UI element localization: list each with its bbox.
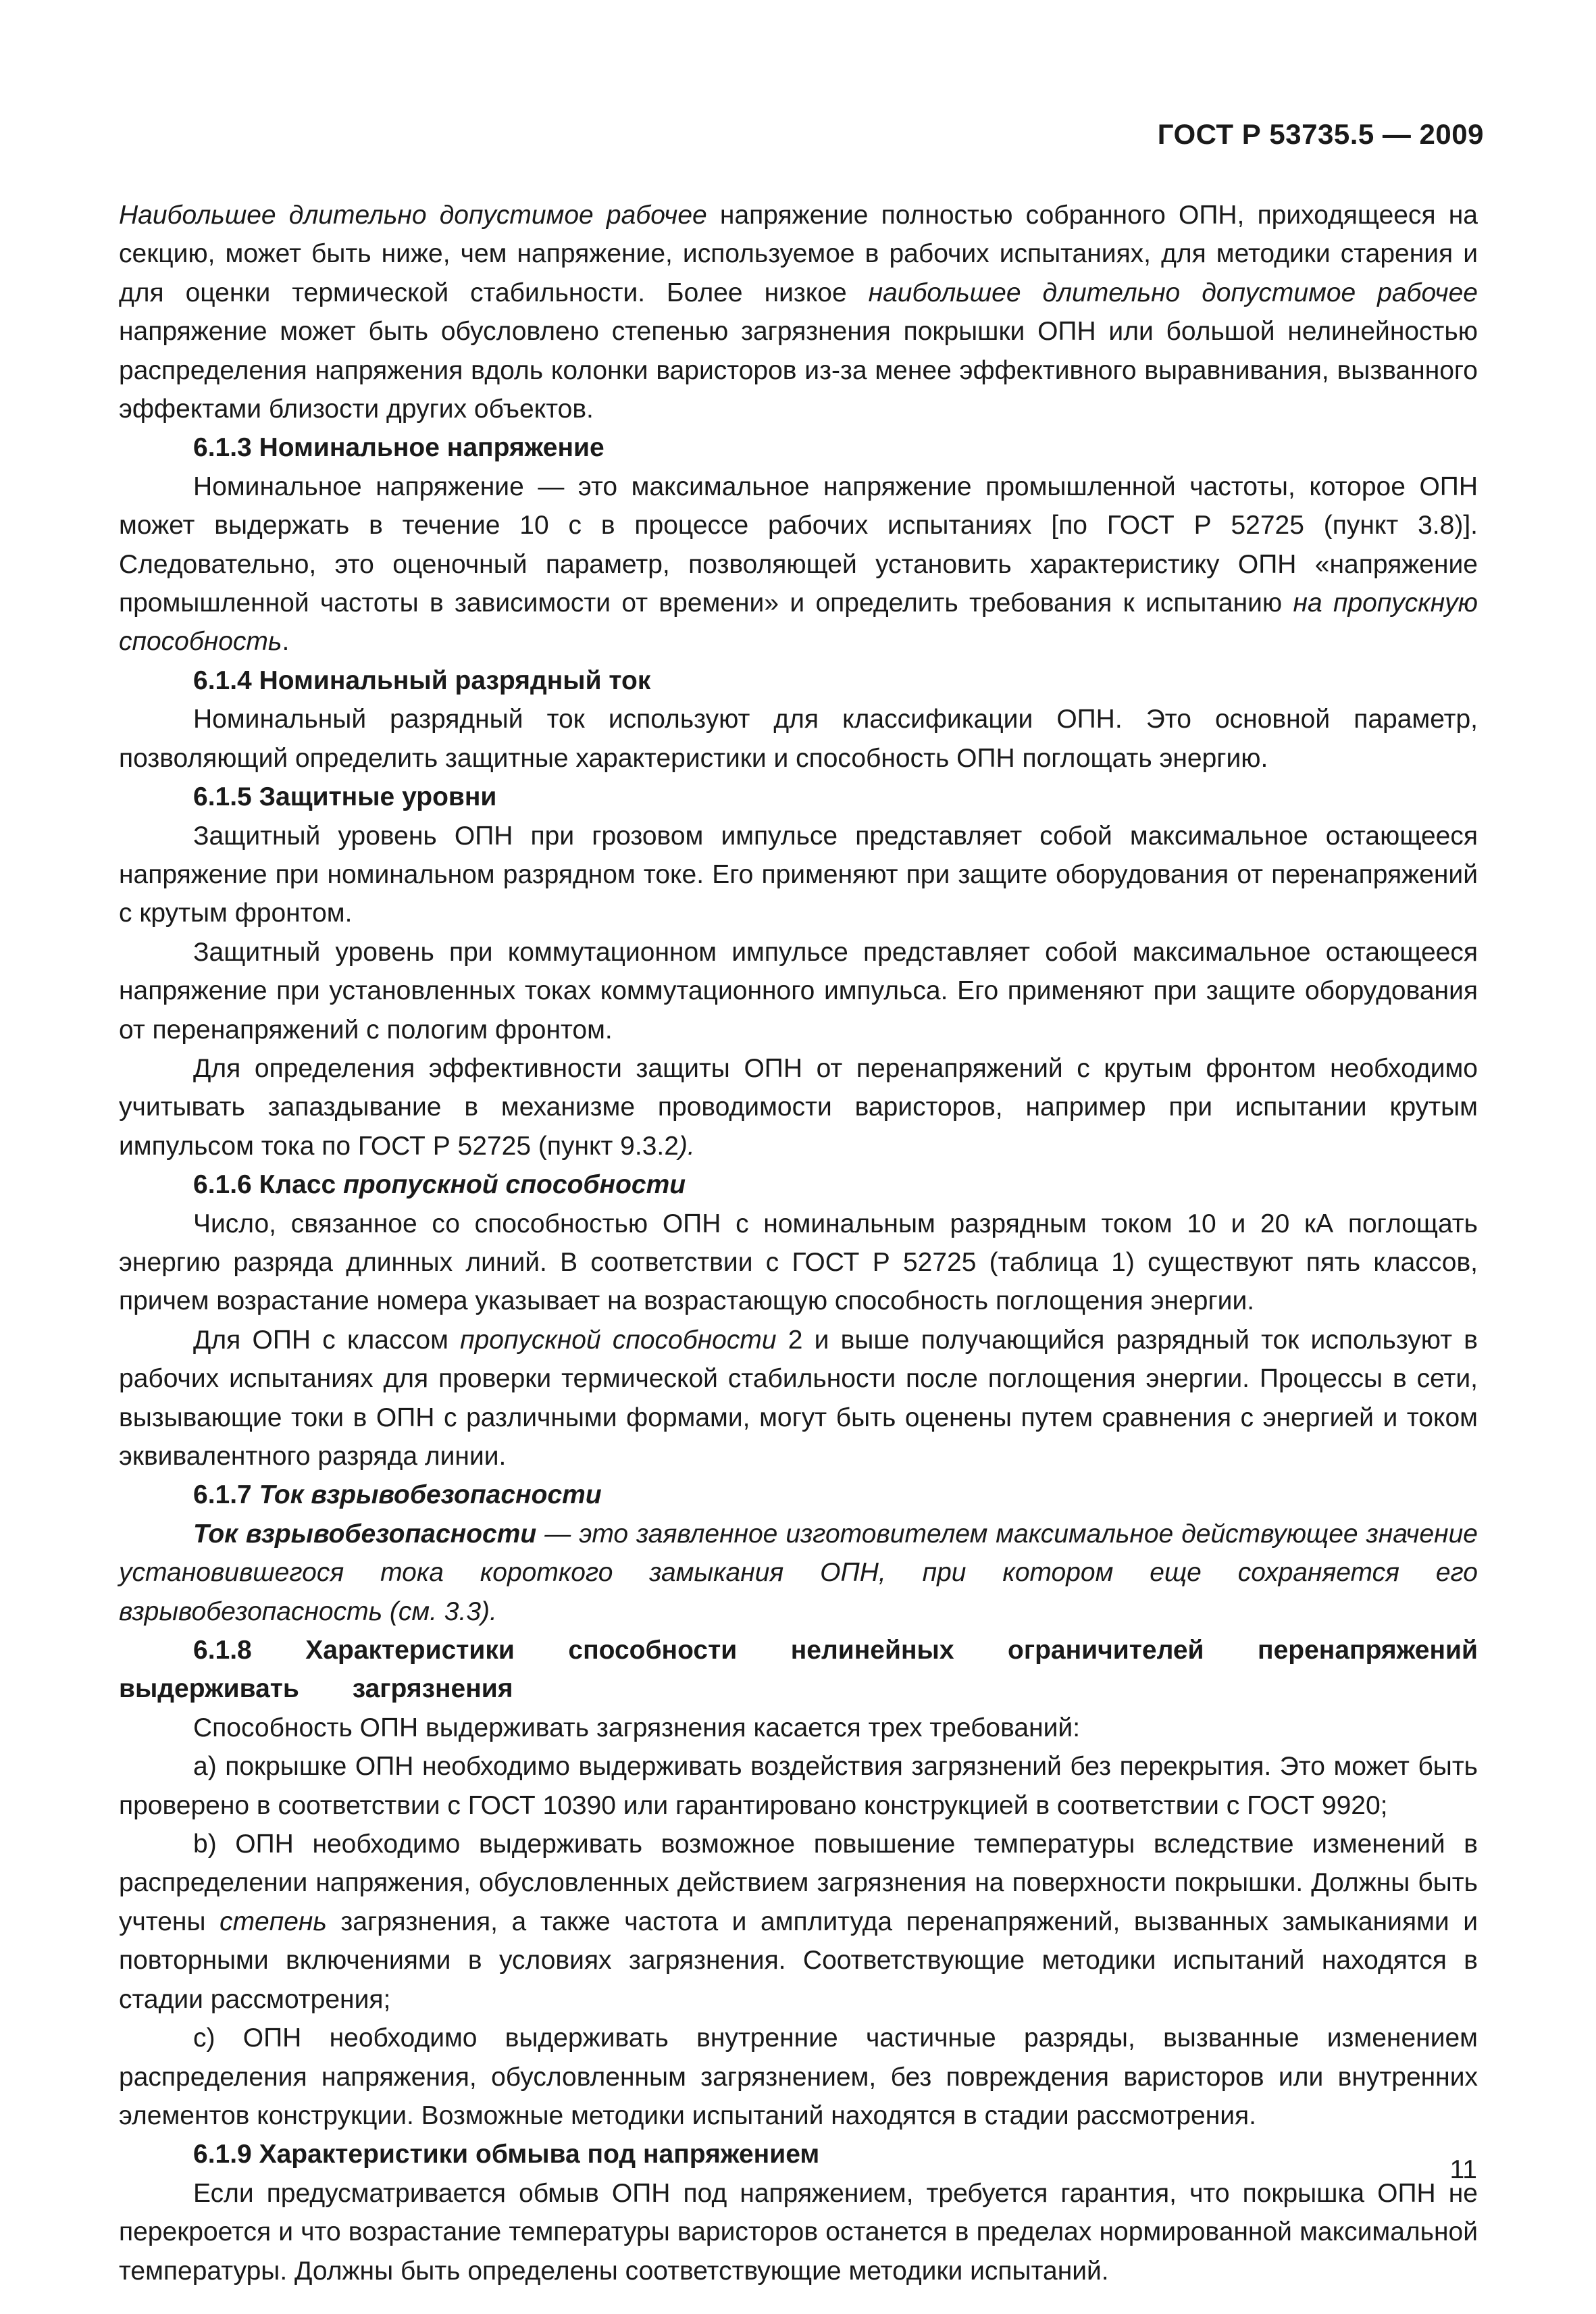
text-run: Ток взрывобезопасности: [259, 1480, 602, 1510]
text-run: напряжение полностью собранного ОПН, приходящееся на секцию, может быть ниже, чем напряжение, используемое в рабочих испытаниях, для методики старения и для оценки термической стабильности. Более низкое: [119, 201, 1478, 307]
text-run: 6.1.3 Номинальное напряжение: [193, 433, 604, 463]
section-heading-6-1-3: [119, 428, 1478, 467]
paragraph: [119, 817, 1478, 933]
text-run: Если предусматривается обмыв ОПН под напряжением, требуется гарантия, что покрышка ОПН не перекроется и что возрастание температуры варисторов останется в пределах нормированной максимальной температуры. Должны быть определены соответствующие методики испытаний.: [119, 2178, 1478, 2286]
paragraph: [119, 1049, 1478, 1165]
text-run: Для ОПН с классом: [193, 1325, 461, 1355]
list-item-b: [119, 1825, 1478, 2019]
paragraph: [119, 196, 1478, 428]
text-run: с) ОПН необходимо выдерживать внутренние частичные разряды, вызванные изменением распределения напряжения, обусловленным загрязнением, без повреждения варисторов или внутренних элементов конструкции. Возможные методики испытаний находятся в стадии рассмотрения.: [119, 2023, 1478, 2130]
text-run: Номинальный разрядный ток используют для классификации ОПН. Это основной параметр, позволяющий определить защитные характеристики и способность ОПН поглощать энергию.: [119, 705, 1478, 773]
text-run: Защитный уровень ОПН при грозовом импульсе представляет собой максимальное остающееся напряжение при номинальном разрядном токе. Его применяют при защите оборудования от перенапряжений с крутым фронтом.: [119, 821, 1478, 928]
paragraph: [119, 933, 1478, 1049]
paragraph: [119, 2174, 1478, 2290]
text-run: 6.1.4 Номинальный разрядный ток: [193, 665, 651, 695]
text-run: степень: [220, 1907, 327, 1936]
text-run: Защитный уровень при коммутационном импульсе представляет собой максимальное остающееся напряжение при установленных токах коммутационного импульса. Его применяют при защите оборудования от перенапряжений с пологим фронтом.: [119, 937, 1478, 1045]
text-run: наибольшее длительно допустимое рабочее: [868, 278, 1478, 307]
list-item-c: [119, 2019, 1478, 2135]
text-run: .: [282, 627, 290, 657]
text-run: 2 и выше получающийся разрядный ток используют в рабочих испытаниях для проверки термической стабильности после поглощения энергии. Процессы в сети, вызывающие токи в ОПН с различными формами, могут быть оценены путем сравнения с энергией и током эквивалентного разряда линии.: [119, 1325, 1478, 1471]
text-run: 6.1.5 Защитные уровни: [193, 782, 497, 812]
text-run: пропускной способности: [343, 1170, 686, 1200]
text-run: 6.1.8 Характеристики способности нелинейных ограничителей перенапряжений выдерживать загрязнения: [119, 1636, 1478, 1704]
text-run: 6.1.9 Характеристики обмыва под напряжением: [193, 2140, 820, 2169]
text-run: ).: [678, 1131, 695, 1161]
text-run: а) покрышке ОПН необходимо выдерживать воздействия загрязнений без перекрытия. Это может быть проверено в соответствии с ГОСТ 10390 или гарантировано конструкцией в соответствии с ГОСТ 9920;: [119, 1752, 1478, 1820]
list-item-a: [119, 1747, 1478, 1825]
text-run: Для определения эффективности защиты ОПН от перенапряжений с крутым фронтом необходимо учитывать запаздывание в механизме проводимости варисторов, например при испытании крутым импульсом тока по ГОСТ Р 52725 (пункт 9.3.2: [119, 1053, 1478, 1161]
text-run: Наибольшее длительно допустимое рабочее: [119, 201, 707, 230]
text-run: пропускной способности: [460, 1325, 777, 1355]
paragraph: [119, 1515, 1478, 1631]
section-heading-6-1-4: [119, 661, 1478, 700]
text-run: загрязнения, а также частота и амплитуда перенапряжений, вызванных замыканиями и повторными включениями в условиях загрязнения. Соответствующие методики испытаний находятся в стадии рассмотрения;: [119, 1907, 1478, 2014]
text-run: на пропускную способность: [119, 588, 1478, 657]
section-heading-6-1-7: [119, 1476, 1478, 1514]
section-heading-6-1-8: [119, 1631, 1478, 1709]
section-heading-6-1-6: [119, 1165, 1478, 1204]
text-run: напряжение может быть обусловлено степенью загрязнения покрышки ОПН или большой нелинейностью распределения напряжения вдоль колонки варисторов из-за менее эффективного выравнивания, вызванного эффектами близости других объектов.: [119, 317, 1478, 424]
document-header: ГОСТ Р 53735.5 — 2009: [1157, 118, 1484, 150]
text-run: — это заявленное изготовителем максимальное действующее значение установившегося тока короткого замыкания ОПН, при котором еще сохраняется его взрывобезопасность (см. 3.3).: [119, 1519, 1478, 1626]
paragraph: [119, 700, 1478, 778]
section-heading-6-1-5: [119, 778, 1478, 816]
paragraph: [119, 1205, 1478, 1321]
paragraph: [119, 1321, 1478, 1476]
section-heading-6-1-9: [119, 2135, 1478, 2173]
text-run: 6.1.6 Класс: [193, 1170, 344, 1200]
text-run: Способность ОПН выдерживать загрязнения касается трех требований:: [193, 1713, 1081, 1742]
text-run: 6.1.7: [193, 1480, 259, 1510]
paragraph: [119, 1709, 1478, 1747]
text-run: Ток взрывобезопасности: [193, 1519, 537, 1549]
page-number: 11: [1449, 2155, 1477, 2184]
text-run: b) ОПН необходимо выдерживать возможное повышение температуры вследствие изменений в распределении напряжения, обусловленных действием загрязнения на поверхности покрышки. Должны быть учтены: [119, 1830, 1478, 1936]
text-run: Число, связанное со способностью ОПН с номинальным разрядным током 10 и 20 кА поглощать энергию разряда длинных линий. В соответствии с ГОСТ Р 52725 (таблица 1) существуют пять классов, причем возрастание номера указывает на возрастающую способность поглощения энергии.: [119, 1209, 1478, 1316]
text-run: Номинальное напряжение — это максимальное напряжение промышленной частоты, которое ОПН может выдержать в течение 10 с в процессе рабочих испытаниях [по ГОСТ Р 52725 (пункт 3.8)]. Следовательно, это оценочный параметр, позволяющей установить характеристику ОПН «напряжение промышленной частоты в зависимости от времени» и определить требования к испытанию: [119, 472, 1478, 618]
paragraph: [119, 468, 1478, 661]
document-body: [119, 196, 1478, 2290]
